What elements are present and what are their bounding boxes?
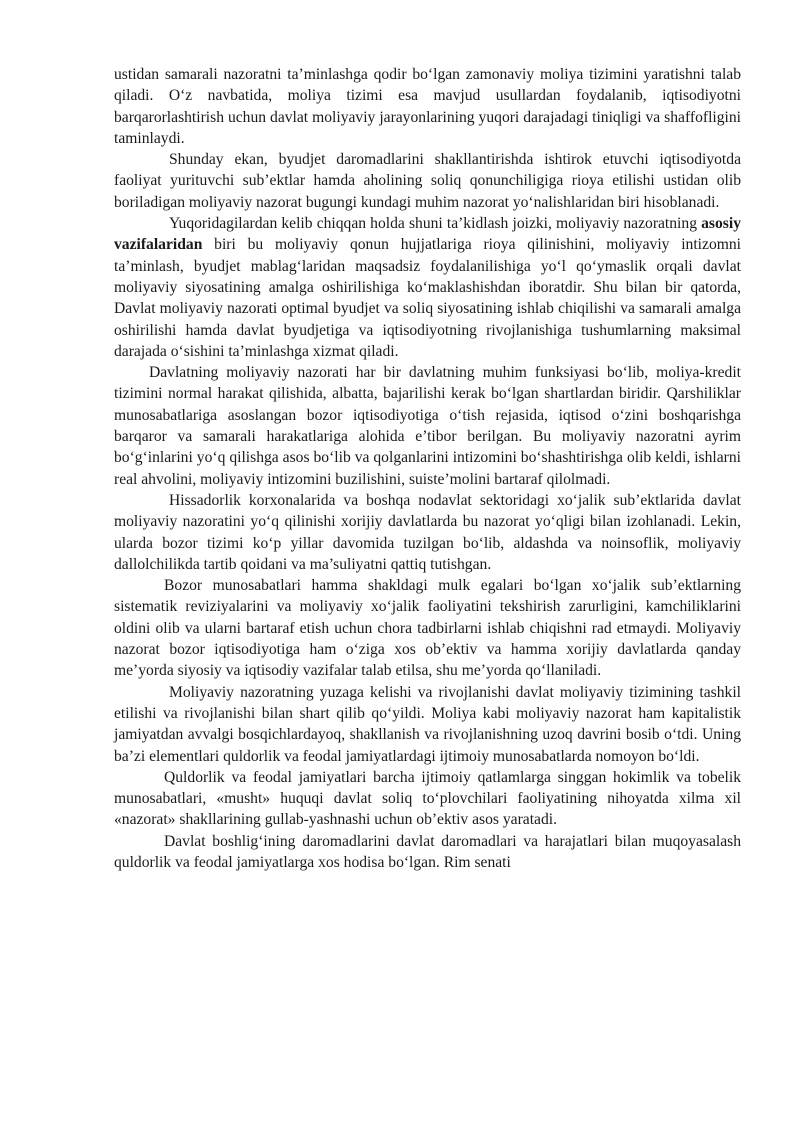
document-page bbox=[114, 64, 741, 873]
paragraph: Bozor munosabatlari hamma shakldagi mulk egalari bo‘lgan xo‘jalik sub’ektlarning sistematik reviziyalarini va moliyaviy xo‘jalik faoliyatini tekshirish zarurligini, kamchiliklarini oldini olib va ularni bartaraf etish uchun chora tadbirlarni ishlab chiqishni rad etmaydi. Moliyaviy nazorat bozor iqtisodiyotiga ham o‘ziga xos ob’ektiv va hamma xorijiy davlatlarda qanday me’yorda siyosiy va iqtisodiy vazifalar talab etilsa, shu me’yorda qo‘llaniladi. bbox=[114, 577, 741, 680]
paragraph-tasks bbox=[114, 213, 741, 362]
paragraph-text: Yuqoridagilardan kelib chiqqan holda shuni ta’kidlash joizki, moliyaviy nazoratning bbox=[169, 215, 702, 233]
paragraph-continuation: ustidan samarali nazoratni ta’minlashga qodir bo‘lgan zamonaviy moliya tizimini yaratishni talab qiladi. O‘z navbatida, moliya tizimi esa mavjud usullardan foydalanib, iqtisodiyotni barqarorlashtirish uchun davlat moliyaviy jarayonlarining yuqori darajadagi tiniqligi va shaffofligini taminlaydi. bbox=[114, 66, 741, 147]
paragraph-cut: Davlat boshlig‘ining daromadlarini davlat daromadlari va harajatlari bilan muqoyasalash quldorlik va feodal jamiyatlarga xos hodisa bo‘lgan. Rim senati bbox=[114, 832, 741, 871]
emphasis-bold: asosiy vazifalaridan bbox=[114, 215, 741, 254]
paragraph: Moliyaviy nazoratning yuzaga kelishi va rivojlanishi davlat moliyaviy tizimining tashkil etilishi va rivojlanishi bilan shart qilib qo‘yildi. Moliya kabi moliyaviy nazorat ham kapitalistik jamiyatdan avvalgi bosqichlardayoq, shakllanish va rivojlanishning uzoq davrini bosib o‘tdi. Uning ba’zi elementlari quldorlik va feodal jamiyatlardagi ijtimoiy munosabatlarda nomoyon bo‘ldi. bbox=[114, 683, 741, 765]
paragraph: Shunday ekan, byudjet daromadlarini shakllantirishda ishtirok etuvchi iqtisodiyotda faoliyat yurituvchi sub’ektlar hamda aholining soliq qonunchiligiga rioya etilishi ustidan olib boriladigan moliyaviy nazorat bugungi kundagi muhim nazorat yo‘nalishlaridan biri hisoblanadi. bbox=[114, 151, 741, 211]
paragraph: Quldorlik va feodal jamiyatlari barcha ijtimoiy qatlamlarga singgan hokimlik va tobelik munosabatlari, «musht» huquqi davlat soliq to‘plovchilari faoliyatining nihoyatda xilma xil «nazorat» shakllarining gullab-yashnashi uchun ob’ektiv asos yaratadi. bbox=[114, 768, 741, 829]
paragraph: Davlatning moliyaviy nazorati har bir davlatning muhim funksiyasi bo‘lib, moliya-kredit tizimini normal harakat qilishida, albatta, bajarilishi kerak bo‘lgan shartlardan biridir. Qarshiliklar munosabatlariga asoslangan bozor iqtisodiyotiga o‘tish rejasida, iqtisod o‘zini boshqarishga barqaror va samarali harakatlariga alohida e’tibor berilgan. Bu moliyaviy nazoratni ayrim bo‘g‘inlarini yo‘q qilishga asos bo‘lib va qolganlarini intizomini bo‘shashtirishga olib keldi, ishlarni real ahvolini, moliyaviy intizomini buzilishini, suiste’molini bartaraf qilolmadi. bbox=[114, 364, 741, 488]
paragraph: Hissadorlik korxonalarida va boshqa nodavlat sektoridagi xo‘jalik sub’ektlarida davlat moliyaviy nazoratini yo‘q qilinishi xorijiy davlatlarda bu nazorat yo‘qligi bilan izohlanadi. Lekin, ularda bozor tizimi ko‘p yillar davomida tuzilgan bo‘lib, aldashda va noinsoflik, moliyaviy dallolchilikda tartib qoidani va ma’suliyatni qattiq tutishgan. bbox=[114, 491, 741, 573]
paragraph-text: biri bu moliyaviy qonun hujjatlariga rioya qilinishini, moliyaviy intizomni ta’minlash, byudjet mablag‘laridan maqsadsiz foydalanilishiga yo‘l qo‘ymaslik orqali davlat moliyaviy siyosatining amalga oshirilishiga ko‘maklashishdan iboratdir. Shu bilan bir qatorda, Davlat moliyaviy nazorati optimal byudjet va soliq siyosatining ishlab chiqilishi va samarali amalga oshirilishi hamda davlat byudjetiga va iqtisodiyotning rivojlanishiga tushumlarning maksimal darajada o‘sishini ta’minlashga xizmat qiladi. bbox=[114, 236, 741, 360]
